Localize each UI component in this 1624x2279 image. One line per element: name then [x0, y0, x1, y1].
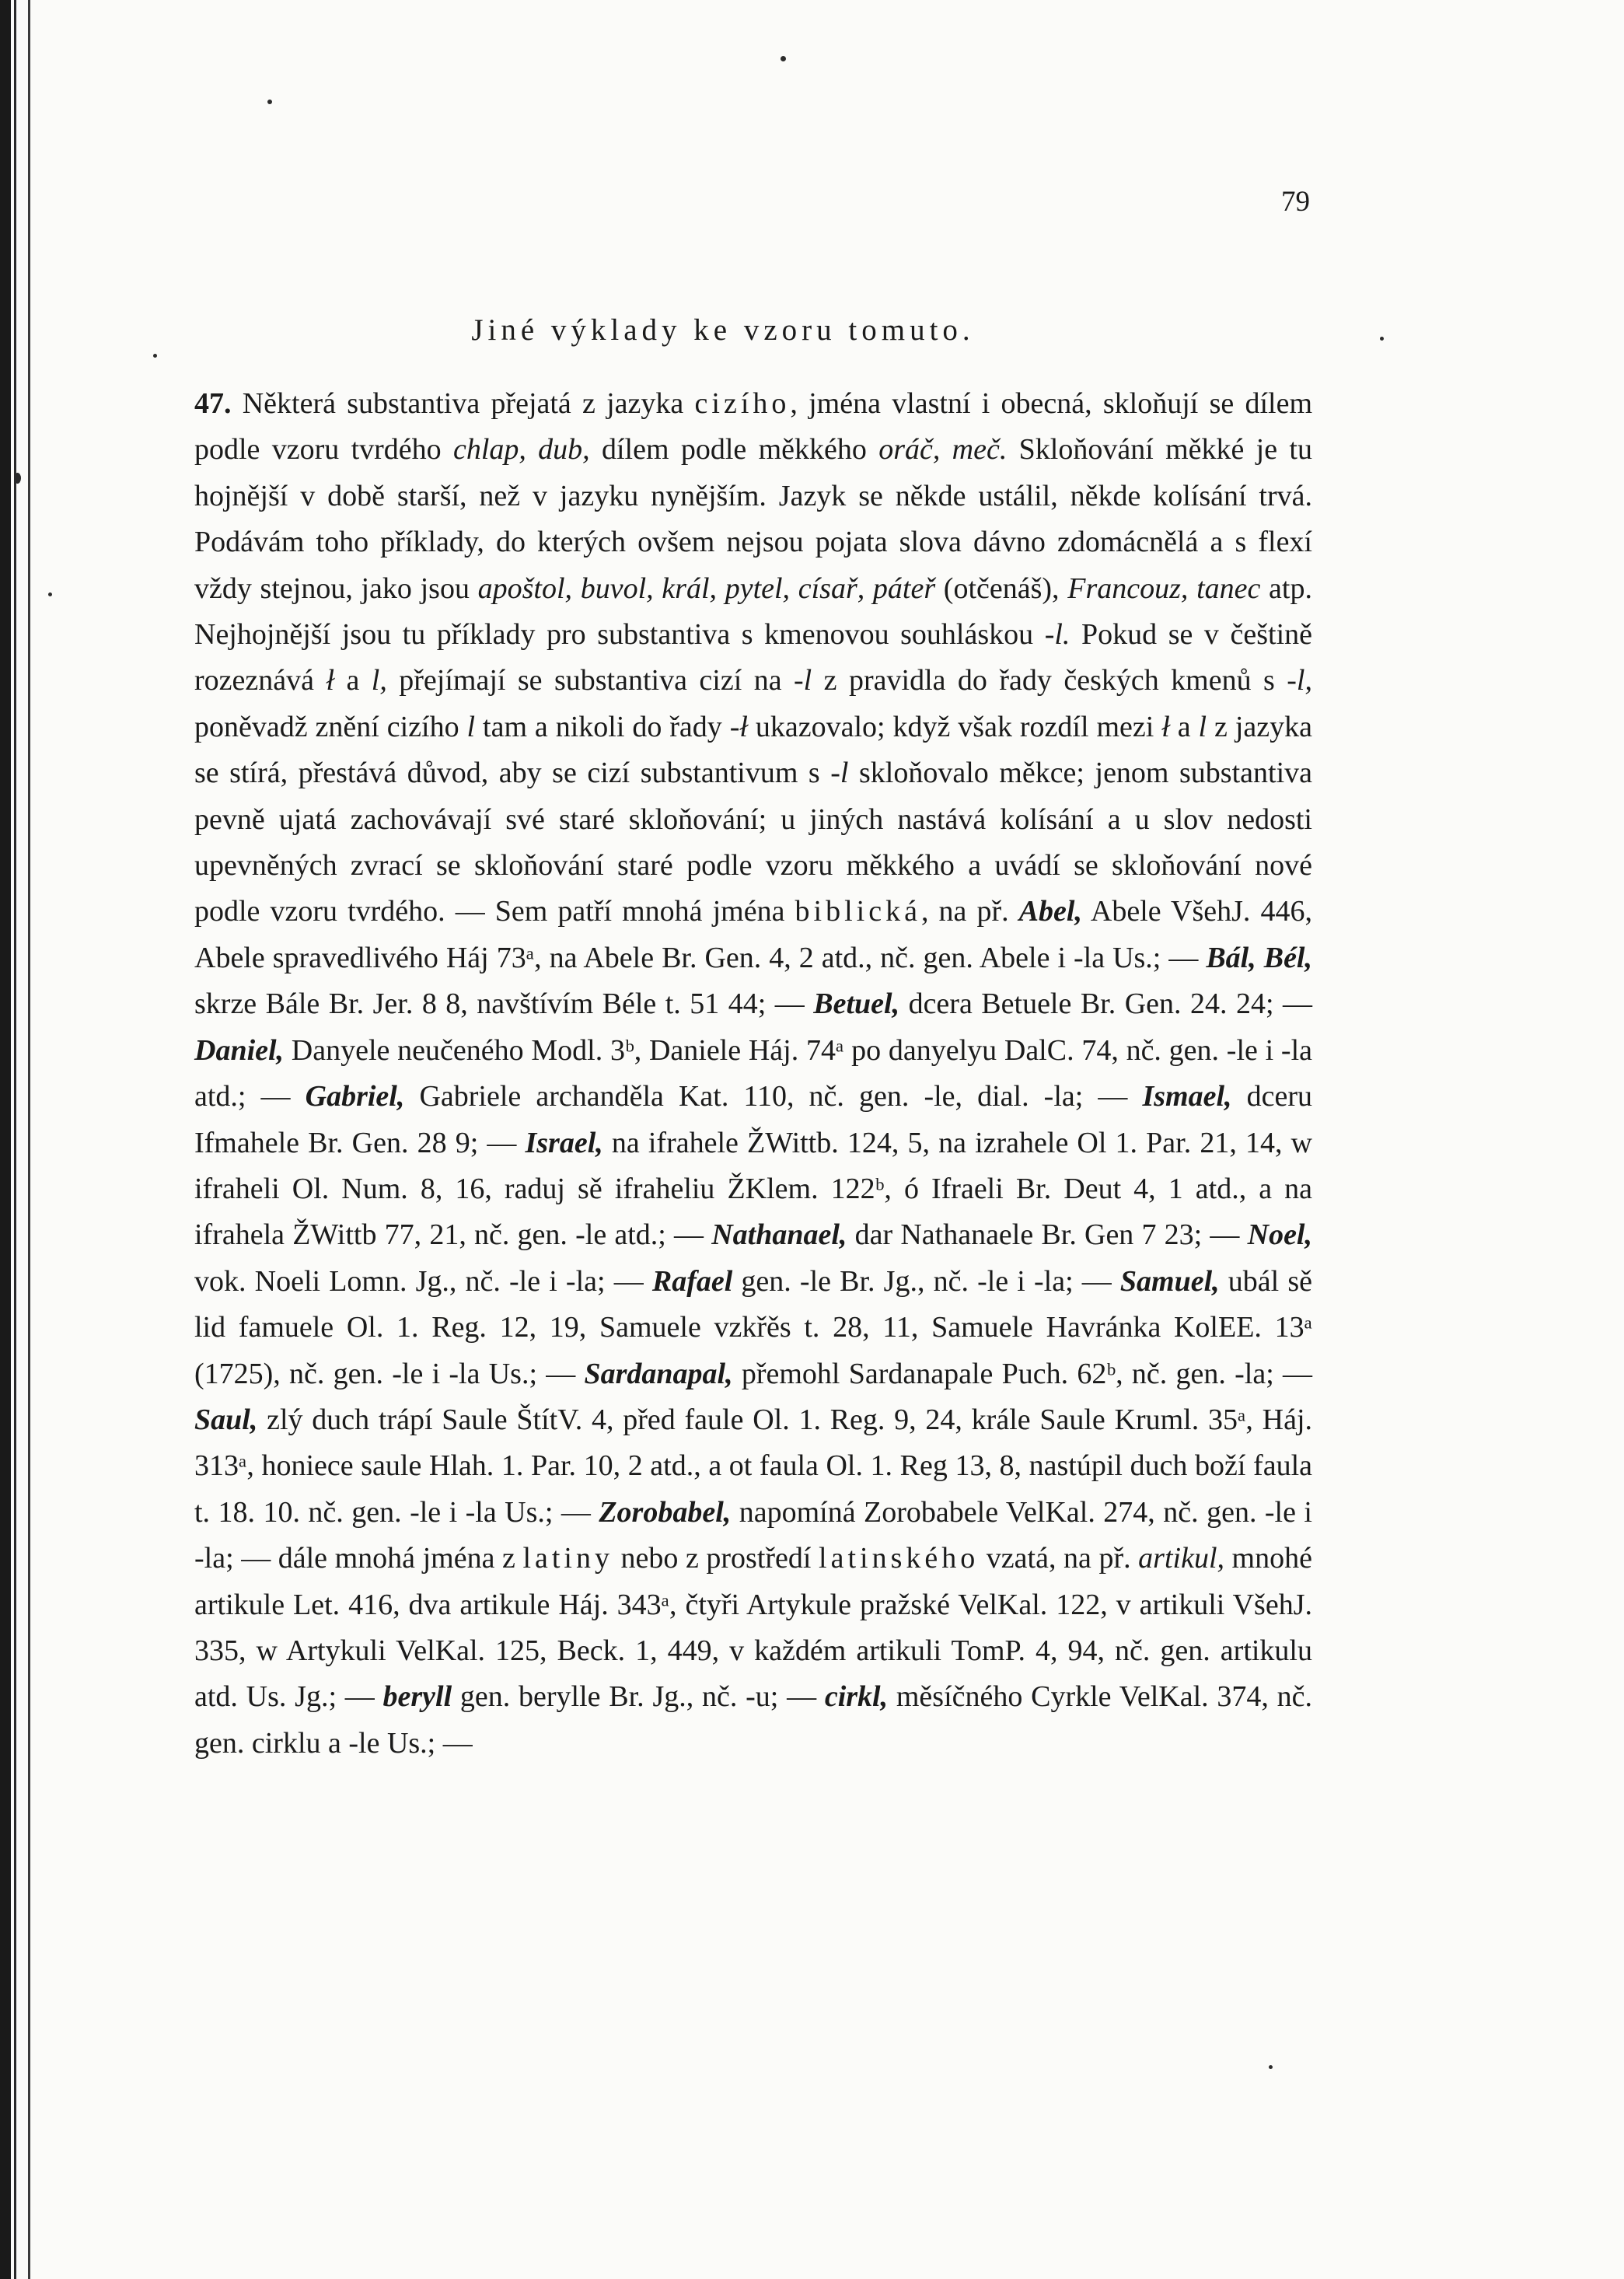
- text-segment: ł: [326, 664, 334, 697]
- text-segment: a: [1169, 710, 1199, 743]
- text-segment: beryll: [382, 1680, 452, 1714]
- text-segment: Ismael,: [1142, 1080, 1232, 1113]
- text-segment: , jména vlastní i obecná, skloňují se dílem podle vzoru tvrdého: [194, 387, 1312, 467]
- text-segment: přejímají se substantiva cizí na -: [386, 664, 804, 697]
- scan-speck: [153, 354, 157, 358]
- paragraph-47: [194, 381, 1312, 1767]
- text-segment: Zorobabel,: [599, 1495, 732, 1529]
- scan-speck: [1269, 2065, 1273, 2069]
- text-segment: l: [1198, 710, 1207, 743]
- text-segment: zlý duch trápí Saule ŠtítV. 4, před faule Ol. 1. Reg. 9, 24, krále Saule Kruml. 35ᵃ, Háj. 313ᵃ, honiece saule Hlah. 1. Par. 10, 2 atd., a ot faula Ol. 1. Reg 13, 8, nastúpil duch boží faula t. 18. 10. nč. gen. -le i -la Us.; —: [194, 1403, 1312, 1529]
- text-segment: ukazovalo; když však rozdíl mezi: [747, 710, 1162, 743]
- text-segment: Noel,: [1247, 1218, 1312, 1252]
- text-segment: Danyele neučeného Modl. 3ᵇ, Daniele Háj. 74ᵃ po danyelyu DalC. 74, nč. gen. -le i -la atd.; —: [194, 1033, 1312, 1113]
- text-segment: skloňovalo měkce; jenom substantiva pevně ujatá zachovávají své staré skloňování; u jiných nastává kolísání a u slov nedosti upevněných zvrací se skloňování staré podle vzoru měkkého a uvádí se skloňování nové podle vzoru tvrdého. — Sem patří mnohá jména: [194, 757, 1312, 928]
- text-segment: přemohl Sardanapale Puch. 62ᵇ, nč. gen. -la; —: [732, 1357, 1312, 1390]
- text-segment: l,: [1296, 664, 1312, 697]
- text-segment: oráč, meč.: [878, 433, 1008, 467]
- text-segment: chlap, dub,: [452, 433, 590, 467]
- text-segment: ł: [739, 710, 748, 743]
- text-segment: Abel,: [1018, 895, 1082, 928]
- text-segment: Skloňování měkké je tu hojnější v době starší, než v jazyku nynějším. Jazyk se někde ustálil, někde kolísání trvá. Podávám toho příklady, do kterých ovšem nejsou pojata slova dávno zdomácnělá a s flexí vždy stejnou, jako jsou: [194, 433, 1312, 605]
- text-segment: Gabriele archanděla Kat. 110, nč. gen. -le, dial. -la; —: [404, 1080, 1143, 1113]
- text-segment: cirkl,: [824, 1680, 889, 1714]
- text-segment: dcera Betuele Br. Gen. 24. 24; —: [899, 987, 1312, 1021]
- text-segment: skrze Bále Br. Jer. 8 8, navštívím Béle t. 51 44; —: [194, 987, 814, 1021]
- text-segment: l.: [1054, 618, 1070, 652]
- text-segment: gen. berylle Br. Jg., nč. -u; —: [452, 1680, 825, 1714]
- text-segment: Abele VšehJ. 446, Abele spravedlivého Háj 73ᵃ, na Abele Br. Gen. 4, 2 atd., nč. gen. Abele i -la Us.; —: [194, 895, 1312, 974]
- text-segment: l: [466, 710, 476, 743]
- text-segment: Nathanael,: [711, 1218, 847, 1252]
- text-segment: (otčenáš),: [935, 571, 1068, 605]
- text-segment: Francouz, tanec: [1067, 571, 1261, 605]
- text-segment: latinského: [819, 1542, 980, 1575]
- text-segment: z jazyka se stírá, přestává důvod, aby se cizí substantivum s -: [194, 710, 1312, 790]
- text-segment: Pokud se v češtině rozeznává: [194, 618, 1313, 697]
- text-segment: poněvadž znění cizího: [194, 710, 467, 743]
- text-segment: měsíčného Cyrkle VelKal. 374, nč. gen. cirklu a -le Us.; —: [194, 1680, 1312, 1760]
- text-segment: Betuel,: [813, 987, 900, 1021]
- text-segment: dílem podle měkkého: [589, 433, 879, 467]
- text-segment: vok. Noeli Lomn. Jg., nč. -le i -la; —: [194, 1264, 652, 1298]
- text-segment: l: [803, 664, 812, 697]
- text-segment: dceru Ifmahele Br. Gen. 28 9; —: [194, 1080, 1312, 1159]
- text-segment: napomíná Zorobabele VelKal. 274, nč. gen. -le i -la; — dále mnohá jména z: [194, 1495, 1312, 1575]
- text-segment: mnohé artikule Let. 416, dva artikule Háj. 343ᵃ, čtyři Artykule pražské VelKal. 122, v artikuli VšehJ. 335, w Artykuli VelKal. 125, Beck. 1, 449, v každém artikuli TomP. 4, 94, nč. gen. artikulu atd. Us. Jg.; —: [194, 1542, 1312, 1714]
- scan-speck: [14, 473, 21, 484]
- text-segment: latiny: [522, 1542, 613, 1575]
- text-segment: cizího: [694, 387, 791, 420]
- text-segment: Saul,: [194, 1403, 258, 1436]
- text-segment: Daniel,: [194, 1033, 285, 1067]
- scan-speck: [48, 592, 52, 596]
- text-segment: na ifrahele ŽWittb. 124, 5, na izrahele Ol 1. Par. 21, 14, w ifraheli Ol. Num. 8, 16, raduj sě ifraheliu ŽKlem. 122ᵇ, ó Ifraeli Br. Deut 4, 1 atd., a na ifrahela ŽWittb 77, 21, nč. gen. -le atd.; —: [194, 1126, 1312, 1252]
- text-segment: Bál, Bél,: [1206, 941, 1312, 974]
- text-segment: Sardanapal,: [584, 1357, 733, 1390]
- text-segment: Gabriel,: [305, 1080, 405, 1113]
- paragraph-number: 47.: [194, 387, 232, 420]
- text-segment: Israel,: [525, 1126, 603, 1159]
- text-segment: ubál sě lid famuele Ol. 1. Reg. 12, 19, Samuele vzkřěs t. 28, 11, Samuele Havránka KolEE. 13ᵃ (1725), nč. gen. -le i -la Us.; —: [194, 1264, 1313, 1390]
- paragraph-text: [194, 387, 1312, 1760]
- text-segment: l,: [371, 664, 387, 697]
- text-segment: ł: [1161, 710, 1170, 743]
- text-segment: Některá substantiva přejatá z jazyka: [231, 387, 695, 420]
- text-segment: Samuel,: [1119, 1264, 1220, 1298]
- section-heading: Jiné výklady ke vzoru tomuto.: [471, 313, 975, 347]
- text-segment: dar Nathanaele Br. Gen 7 23; —: [847, 1218, 1248, 1252]
- text-segment: artikul,: [1138, 1542, 1224, 1575]
- text-segment: z pravidla do řady českých kmenů s -: [812, 664, 1297, 697]
- text-segment: biblická: [795, 895, 921, 928]
- page-number: 79: [1281, 186, 1310, 218]
- text-segment: a: [334, 664, 372, 697]
- text-segment: l: [840, 757, 849, 790]
- text-segment: , na př.: [920, 895, 1019, 928]
- text-segment: apoštol, buvol, král, pytel, císař, páteř: [477, 571, 936, 605]
- text-segment: Rafael: [651, 1264, 733, 1298]
- text-segment: gen. -le Br. Jg., nč. -le i -la; —: [732, 1264, 1120, 1298]
- text-segment: nebo z prostředí: [613, 1542, 819, 1575]
- text-segment: atp. Nejhojnější jsou tu příklady pro substantiva s kmenovou souhláskou -: [194, 571, 1312, 652]
- text-segment: vzatá, na př.: [979, 1542, 1139, 1575]
- text-segment: tam a nikoli do řady -: [475, 710, 740, 743]
- scan-speck: [781, 56, 786, 61]
- scan-speck: [267, 100, 272, 104]
